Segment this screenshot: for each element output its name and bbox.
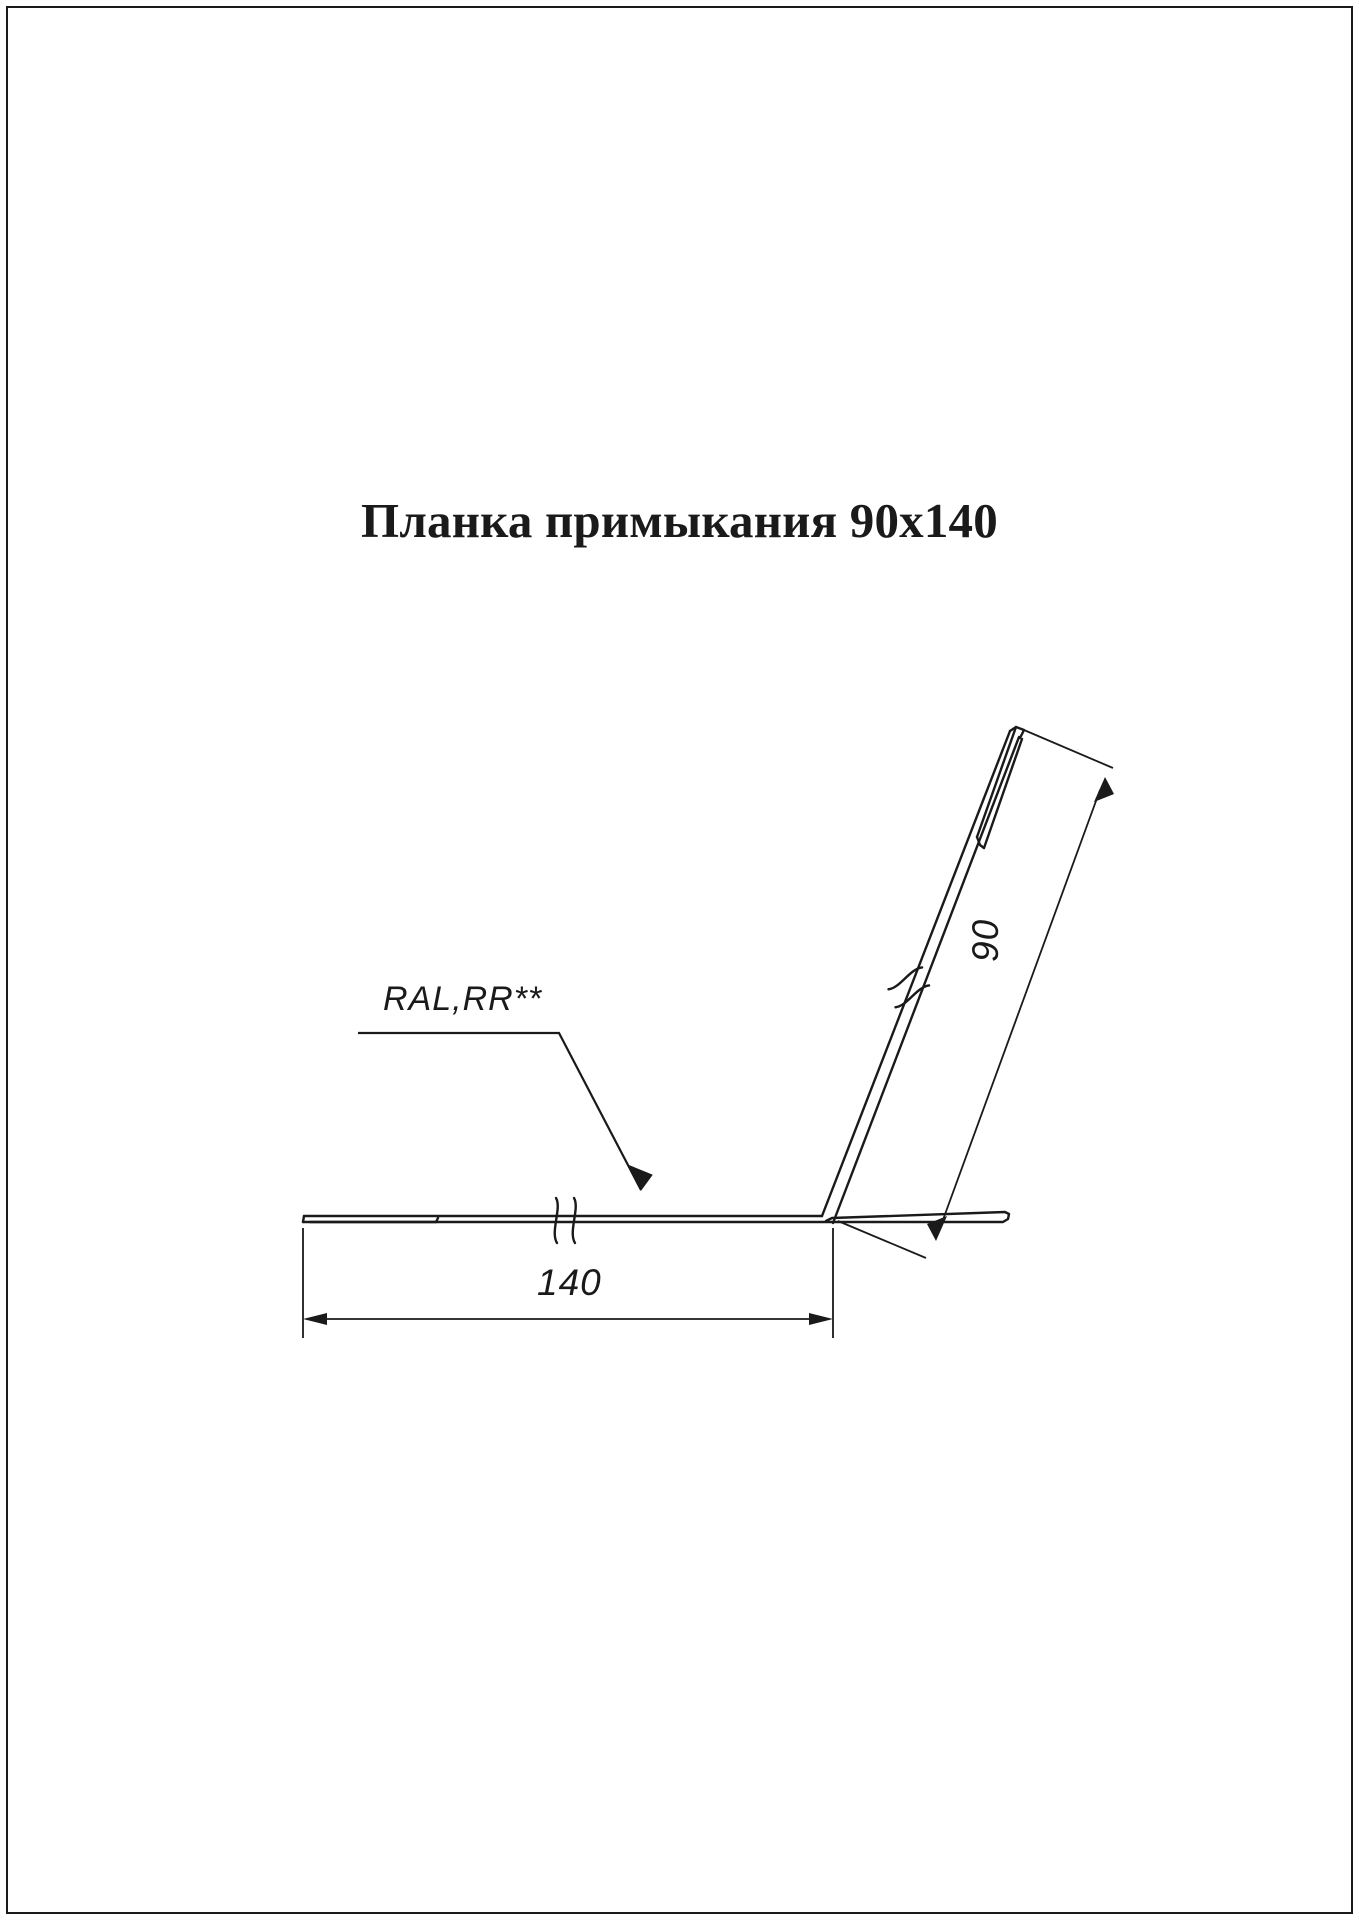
profile-angled-arm-inner (833, 737, 1019, 1223)
leader-arrowhead (630, 1166, 652, 1190)
profile-bend-outer (822, 731, 1010, 1216)
leader-line-coating (358, 1033, 641, 1190)
dimension-90-arrow-top (1094, 777, 1114, 802)
label-dimension-width: 140 (537, 1262, 602, 1303)
profile-top-hem (977, 727, 1016, 837)
label-dimension-height: 90 (965, 918, 1006, 962)
break-mark-angled (885, 967, 932, 1008)
profile-top-hem-inner (984, 739, 1022, 848)
dimension-90 (838, 730, 1113, 1258)
break-mark-horizontal (555, 1198, 576, 1243)
page-title: Планка примыкания 90х140 (361, 493, 998, 548)
dimension-140-arrow-left (303, 1313, 327, 1325)
dimension-90-arrow-bottom (927, 1216, 947, 1241)
label-coating: RAL,RR** (383, 980, 543, 1018)
profile-left-end-cap (303, 1216, 304, 1222)
dimension-140-arrow-right (809, 1313, 833, 1325)
